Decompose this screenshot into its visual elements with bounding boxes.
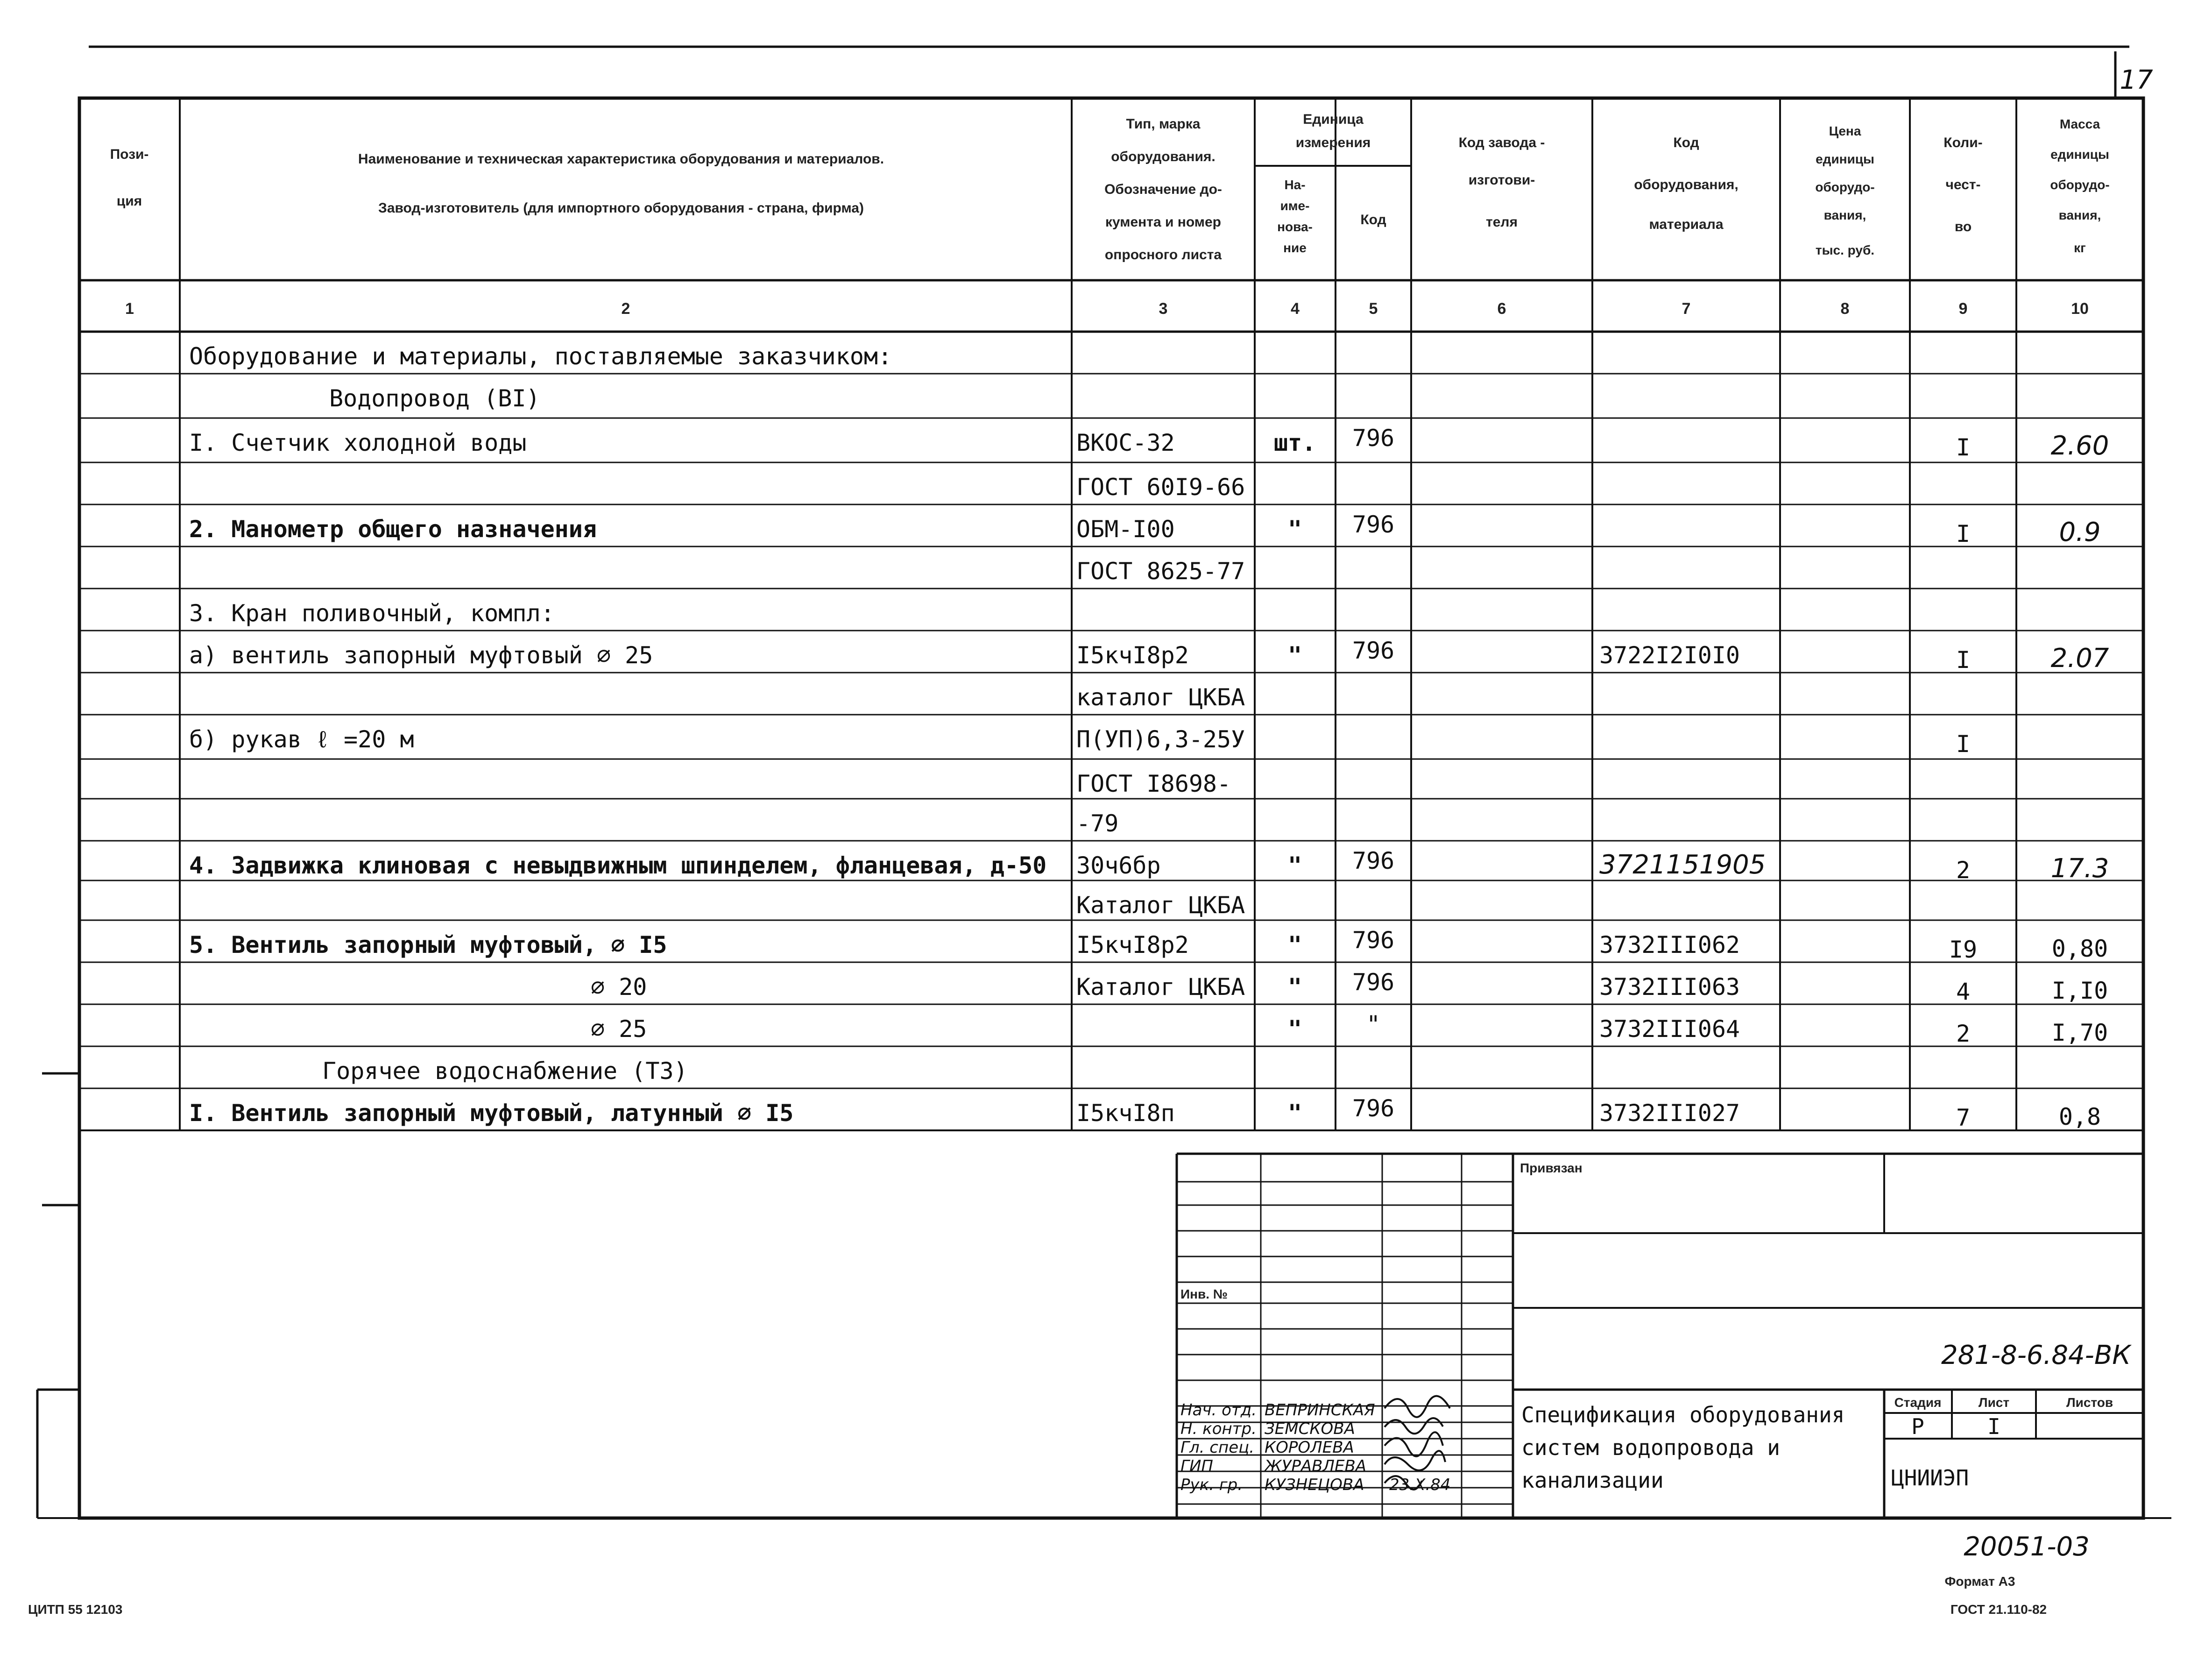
signer-name: ВЕПРИНСКАЯ: [1265, 1401, 1375, 1420]
header-type: оборудования.: [1111, 149, 1216, 164]
row-unit-code: 796: [1352, 511, 1395, 538]
row-name: ∅ 25: [591, 1015, 647, 1043]
row-type: -79: [1076, 810, 1119, 837]
header-factory-code: Код завода -: [1458, 135, 1545, 150]
header-type: опросного листа: [1104, 247, 1222, 263]
sheet-value: I: [1987, 1414, 2000, 1439]
row-name: 2. Манометр общего назначения: [189, 516, 597, 543]
row-unit: ": [1287, 516, 1302, 543]
row-quantity: I: [1956, 731, 1971, 758]
header-unit-name: имe-: [1280, 199, 1310, 213]
row-unit-code: 796: [1352, 425, 1395, 452]
row-name: 5. Вентиль запорный муфтовый, ∅ I5: [189, 931, 667, 958]
signature-scribble: [1385, 1418, 1443, 1434]
column-number: 6: [1497, 300, 1506, 318]
stage-value: Р: [1911, 1414, 1924, 1439]
row-name: Оборудование и материалы, поставляемые заказчиком:: [189, 343, 892, 370]
sheet-frame: [79, 98, 2143, 1518]
signature-date: 23.X.84: [1389, 1476, 1451, 1494]
header-mass: Масса: [2059, 117, 2100, 131]
header-mass: оборудо-: [2050, 177, 2110, 192]
role-label: Гл. спец.: [1180, 1438, 1255, 1457]
privyazan-label: Привязан: [1520, 1161, 1583, 1175]
header-equipment-code: Код: [1673, 135, 1699, 150]
header-name-line2: Завод-изготовитель (для импортного оборудования - страна, фирма): [378, 200, 864, 216]
row-quantity: I: [1956, 434, 1971, 461]
row-name: Горячее водоснабжение (Т3): [322, 1058, 688, 1085]
row-equipment-code: 3732III062: [1599, 931, 1740, 958]
row-mass: 0,80: [2051, 935, 2108, 962]
column-number: 5: [1369, 300, 1378, 318]
row-type: ГОСТ 60I9-66: [1076, 474, 1245, 501]
row-type: ГОСТ I8698-: [1076, 770, 1231, 797]
header-mass: единицы: [2050, 147, 2109, 162]
header-mass: кг: [2074, 241, 2086, 255]
row-name: 4. Задвижка клиновая с невыдвижным шпинделем, фланцевая, д-50: [189, 852, 1047, 879]
column-number: 4: [1291, 300, 1300, 318]
header-unit-name: нова-: [1277, 220, 1313, 234]
role-label: Н. контр.: [1180, 1420, 1257, 1438]
row-equipment-code: 3721151905: [1599, 850, 1766, 880]
header-type: кумента и номер: [1105, 214, 1222, 230]
header-position: ция: [116, 193, 142, 209]
signature-scribble: [1385, 1451, 1445, 1470]
header-type: Тип, марка: [1126, 116, 1201, 132]
role-label: ГИП: [1180, 1457, 1213, 1476]
header-quantity: во: [1954, 219, 1972, 234]
header-quantity: Коли-: [1943, 135, 1983, 150]
row-type: I5кчI8р2: [1076, 642, 1189, 669]
row-mass: 2.60: [2050, 431, 2109, 461]
inventory-label: Инв. №: [1180, 1287, 1228, 1301]
header-price: оборудо-: [1815, 180, 1875, 194]
header-factory-code: изготови-: [1468, 172, 1535, 188]
row-name: I. Вентиль запорный муфтовый, латунный ∅ I5: [189, 1100, 794, 1127]
header-unit-name: ние: [1283, 241, 1307, 255]
column-number: 10: [2071, 300, 2089, 318]
row-type: ОБМ-I00: [1076, 516, 1175, 543]
header-price: тыс. руб.: [1815, 243, 1875, 257]
row-equipment-code: 3722I2I0I0: [1599, 642, 1740, 669]
column-number: 8: [1840, 300, 1850, 318]
row-name: 3. Кран поливочный, компл:: [189, 600, 555, 627]
left-stamp: ЦИТП 55 12103: [28, 1602, 123, 1617]
row-type: каталог ЦКБА: [1076, 684, 1245, 711]
row-name: а) вентиль запорный муфтовый ∅ 25: [189, 642, 653, 669]
row-unit-code: 796: [1352, 1095, 1395, 1122]
signer-name: ЗЕМСКОВА: [1265, 1420, 1355, 1438]
row-type: I5кчI8п: [1076, 1100, 1175, 1127]
row-type: ГОСТ 8625-77: [1076, 558, 1245, 585]
header-equipment-code: оборудования,: [1634, 177, 1739, 192]
row-quantity: 4: [1956, 978, 1971, 1005]
row-type: Каталог ЦКБА: [1076, 973, 1245, 1001]
sheet-number: 17: [2120, 65, 2153, 95]
sheets-label: Листов: [2066, 1395, 2113, 1410]
header-factory-code: теля: [1486, 214, 1518, 230]
row-mass: 0.9: [2059, 517, 2101, 547]
row-quantity: 2: [1956, 1020, 1971, 1047]
row-type: I5кчI8р2: [1076, 931, 1189, 958]
organization: ЦНИИЭП: [1891, 1465, 1969, 1491]
header-equipment-code: материала: [1649, 217, 1724, 232]
row-unit: ": [1287, 931, 1302, 958]
header-unit-code: Код: [1360, 212, 1386, 227]
row-name: ∅ 20: [591, 973, 647, 1001]
row-unit-code: 796: [1352, 637, 1395, 664]
row-mass: 2.07: [2050, 643, 2109, 674]
column-number: 2: [621, 300, 630, 318]
signature-scribble: [1385, 1432, 1443, 1456]
row-equipment-code: 3732III064: [1599, 1015, 1740, 1043]
column-number: 9: [1958, 300, 1968, 318]
signer-name: КОРОЛЕВА: [1265, 1438, 1354, 1457]
header-price: вания,: [1823, 208, 1866, 222]
header-type: Обозначение до-: [1104, 182, 1222, 197]
header-price: Цена: [1829, 124, 1861, 138]
row-mass: 17.3: [2050, 853, 2109, 884]
document-title: канализации: [1521, 1468, 1664, 1493]
row-unit-code: 796: [1352, 969, 1395, 996]
header-price: единицы: [1816, 152, 1874, 166]
row-unit-code: 796: [1352, 847, 1395, 874]
row-unit: ": [1287, 1100, 1302, 1127]
stage-label: Стадия: [1894, 1395, 1942, 1410]
row-name: б) рукав ℓ =20 м: [189, 726, 414, 753]
row-equipment-code: 3732III027: [1599, 1100, 1740, 1127]
row-type: ВКОС-32: [1076, 429, 1175, 456]
header-quantity: чест-: [1945, 177, 1981, 192]
role-label: Рук. гр.: [1180, 1476, 1243, 1494]
row-unit-code: ": [1366, 1011, 1381, 1038]
row-quantity: I: [1956, 646, 1971, 674]
row-quantity: I: [1956, 520, 1971, 547]
row-quantity: 2: [1956, 857, 1971, 884]
standard-label: ГОСТ 21.110-82: [1950, 1602, 2047, 1617]
signer-name: КУЗНЕЦОВА: [1265, 1476, 1364, 1494]
row-name: I. Счетчик холодной воды: [189, 429, 527, 456]
row-unit: ": [1287, 1015, 1302, 1043]
document-title: систем водопровода и: [1521, 1435, 1780, 1460]
row-unit: ": [1287, 642, 1302, 669]
header-unit-name: На-: [1284, 177, 1306, 192]
row-unit: ": [1287, 852, 1302, 879]
document-code: 281-8-6.84-ВК: [1941, 1340, 2131, 1370]
column-number: 3: [1159, 300, 1168, 318]
column-number: 1: [125, 300, 134, 318]
row-unit: шт.: [1273, 429, 1316, 456]
format-label: Формат А3: [1944, 1574, 2015, 1589]
row-mass: 0,8: [2058, 1103, 2101, 1130]
header-unit-group: Единица: [1303, 112, 1364, 127]
row-equipment-code: 3732III063: [1599, 973, 1740, 1001]
signer-name: ЖУРАВЛЕВА: [1265, 1457, 1367, 1476]
role-label: Нач. отд.: [1180, 1401, 1257, 1420]
row-mass: I,I0: [2051, 977, 2108, 1004]
row-type: Каталог ЦКБА: [1076, 892, 1245, 919]
row-mass: I,70: [2051, 1019, 2108, 1046]
order-number: 20051-03: [1964, 1532, 2090, 1562]
header-position: Пози-: [110, 147, 149, 162]
document-title: Спецификация оборудования: [1521, 1402, 1845, 1427]
row-unit: ": [1287, 973, 1302, 1001]
row-name: Водопровод (ВI): [329, 385, 540, 412]
row-type: П(УП)6,3-25У: [1076, 726, 1245, 753]
header-unit-group: измерения: [1295, 135, 1371, 150]
row-quantity: I9: [1949, 936, 1978, 963]
column-number: 7: [1682, 300, 1691, 318]
row-unit-code: 796: [1352, 927, 1395, 954]
header-mass: вания,: [2058, 208, 2101, 222]
sheet-label: Лист: [1978, 1395, 2010, 1410]
header-name-line1: Наименование и техническая характеристика оборудования и материалов.: [358, 151, 884, 167]
row-quantity: 7: [1956, 1104, 1971, 1131]
row-type: 30ч6бр: [1076, 852, 1161, 879]
